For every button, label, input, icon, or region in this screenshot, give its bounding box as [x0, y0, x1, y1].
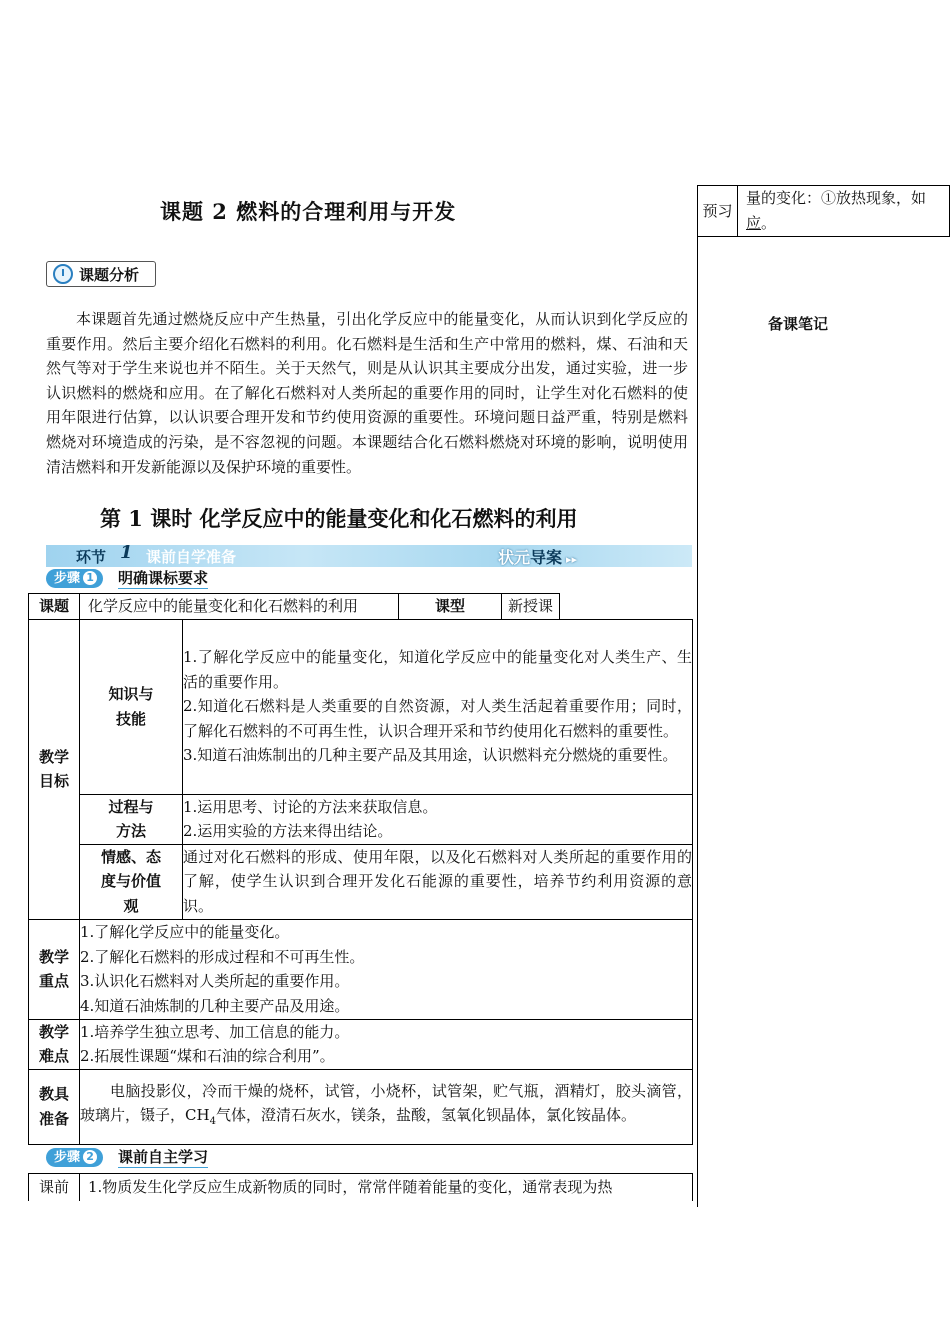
diff-item: 2.拓展性课题“煤和石油的综合利用”。 [80, 1047, 335, 1066]
tools-subscript: 4 [209, 1116, 216, 1128]
step-2-number: 2 [83, 1150, 97, 1164]
tools-text-a: 电脑投影仪，冷而干燥的烧杯，试管，小烧杯，试管架，贮气瓶，酒精灯，胶头滴管，玻璃片，镊子，CH [80, 1081, 693, 1125]
ks-label-line-2: 技能 [115, 709, 146, 728]
pm-label-line-2: 方法 [115, 822, 146, 841]
diff-label-line-2: 难点 [38, 1047, 69, 1066]
ea-content: 通过对化石燃料的形成、使用年限，以及化石燃料对人类所起的重要作用的了解，使学生认识到合理开发化石能源的重要性，培养节约利用资源的意识。 [183, 844, 693, 919]
ks-item: 1.了解化学反应中的能量变化，知道化学反应中的能量变化对人类生产、生活的重要作用。 [183, 648, 693, 691]
section-badge [46, 261, 156, 287]
type-value: 新授课 [502, 594, 560, 620]
step-2-pill-label: 步骤 [54, 1150, 81, 1165]
tools-label-line-2: 准备 [38, 1109, 69, 1128]
ks-content [183, 619, 693, 794]
ks-label-line-1: 知识与 [108, 685, 154, 703]
banner-right-title [498, 545, 577, 568]
banner-right-a: 状元 [498, 548, 531, 567]
pm-item: 2.运用实验的方法来得出结论。 [183, 822, 393, 841]
diff-label-line-1: 教学 [38, 1022, 69, 1041]
tools-label [29, 1069, 80, 1144]
right-preview-period: 。 [761, 214, 777, 232]
lesson-plan-table [28, 593, 693, 1145]
key-label [29, 919, 80, 1019]
preview-table [28, 1173, 693, 1201]
table-row [698, 186, 950, 237]
table-row [29, 594, 693, 620]
goals-label-line-2: 目标 [38, 772, 69, 791]
notes-title: 备课笔记 [768, 315, 829, 333]
right-preview-label: 预习 [698, 186, 738, 237]
table-row [29, 1019, 693, 1069]
topic-label: 课题 [29, 594, 80, 620]
right-preview-table [697, 185, 950, 237]
step-1-number: 1 [83, 571, 97, 585]
step-2-header [46, 1148, 246, 1167]
banner-label: 环节 [76, 548, 107, 566]
ea-label [80, 844, 183, 919]
intro-paragraph: 本课题首先通过燃烧反应中产生热量，引出化学反应中的能量变化，从而认识到化学反应的重要作用。然后主要介绍化石燃料的利用。化石燃料是生活和生产中常用的燃料，煤、石油和天然气等对于学生来说也并不陌生。关于天然气，则是从认识其主要成分出发，通过实验，进一步认识燃料的燃烧和应用。在了解化石燃料对人类所起的重要作用的同时，让学生对化石燃料的使用年限进行估算，以认识要合理开发和节约使用资源的重要性。环境问题日益严重，特别是燃料燃烧对环境造成的污染，是不容忽视的问题。本课题结合化石燃料燃烧对环境的影响，说明使用清洁燃料和开发新能源以及保护环境的重要性。 [46, 310, 688, 476]
pm-content [183, 794, 693, 844]
table-row [29, 844, 693, 919]
right-preview-underline: 应 [746, 214, 762, 232]
step-1-title: 明确课标要求 [118, 569, 209, 587]
clock-icon [53, 264, 73, 284]
diff-content [80, 1019, 693, 1069]
key-content [80, 919, 693, 1019]
key-label-line-1: 教学 [38, 947, 69, 966]
preview-label: 课前 [29, 1174, 80, 1201]
tools-text-b: 气体，澄清石灰水，镁条，盐酸，氢氧化钡晶体，氯化铵晶体。 [215, 1106, 636, 1125]
table-row [29, 619, 693, 794]
column-divider [697, 185, 698, 1207]
step-1-pill [46, 569, 103, 588]
lesson-title: 第 1 课时 化学反应中的能量变化和化石燃料的利用 [100, 506, 578, 531]
goals-label-line-1: 教学 [38, 747, 69, 766]
diff-item: 1.培养学生独立思考、加工信息的能力。 [80, 1022, 350, 1041]
pm-label-line-1: 过程与 [108, 797, 154, 816]
section-badge-label: 课题分析 [79, 266, 140, 284]
right-preview-line-2 [746, 211, 947, 236]
ks-item: 2.知道化石燃料是人类重要的自然资源，对人类生活起着重要作用；同时，了解化石燃料的不可再生性，认识合理开采和节约使用化石燃料的重要性。 [183, 697, 693, 740]
pm-item: 1.运用思考、讨论的方法来获取信息。 [183, 797, 438, 816]
banner-right-b: 导案 [530, 548, 563, 567]
table-row [29, 794, 693, 844]
key-item: 4.知道石油炼制的几种主要产品及用途。 [80, 996, 350, 1015]
ea-label-line-1: 情感、态 [100, 847, 161, 866]
tools-label-line-1: 教具 [38, 1085, 69, 1104]
right-preview-text [738, 186, 950, 237]
key-item: 2.了解化石燃料的形成过程和不可再生性。 [80, 947, 365, 966]
table-row [29, 919, 693, 1019]
table-row [29, 1069, 693, 1144]
goals-label [29, 619, 80, 919]
key-label-line-2: 重点 [38, 972, 69, 991]
key-item: 3.认识化石燃料对人类所起的重要作用。 [80, 972, 350, 991]
diff-label [29, 1019, 80, 1069]
preview-text: 1.物质发生化学反应生成新物质的同时，常常伴随着能量的变化，通常表现为热 [80, 1174, 693, 1201]
topic-value: 化学反应中的能量变化和化石燃料的利用 [80, 594, 399, 620]
double-arrow-icon: ▸▸ [566, 553, 578, 566]
type-label: 课型 [399, 594, 502, 620]
ea-label-line-3: 观 [123, 897, 139, 916]
ea-label-line-2: 度与价值 [100, 872, 161, 891]
step-2-pill [46, 1148, 103, 1167]
pm-label [80, 794, 183, 844]
section-banner [46, 542, 692, 567]
page-title: 课题 2 燃料的合理利用与开发 [160, 199, 457, 224]
banner-title: 课前自学准备 [146, 548, 237, 566]
ks-item: 3.知道石油炼制出的几种主要产品及其用途，认识燃料充分燃烧的重要性。 [183, 746, 678, 765]
table-row [29, 1174, 693, 1201]
tools-content [80, 1069, 693, 1144]
step-1-pill-label: 步骤 [54, 571, 81, 586]
step-1-header [46, 569, 246, 588]
right-preview-line-1: 量的变化：①放热现象，如 [746, 189, 927, 208]
banner-number: 1 [120, 542, 133, 563]
key-item: 1.了解化学反应中的能量变化。 [80, 923, 290, 942]
step-2-title: 课前自主学习 [118, 1148, 209, 1166]
ks-label [80, 619, 183, 794]
